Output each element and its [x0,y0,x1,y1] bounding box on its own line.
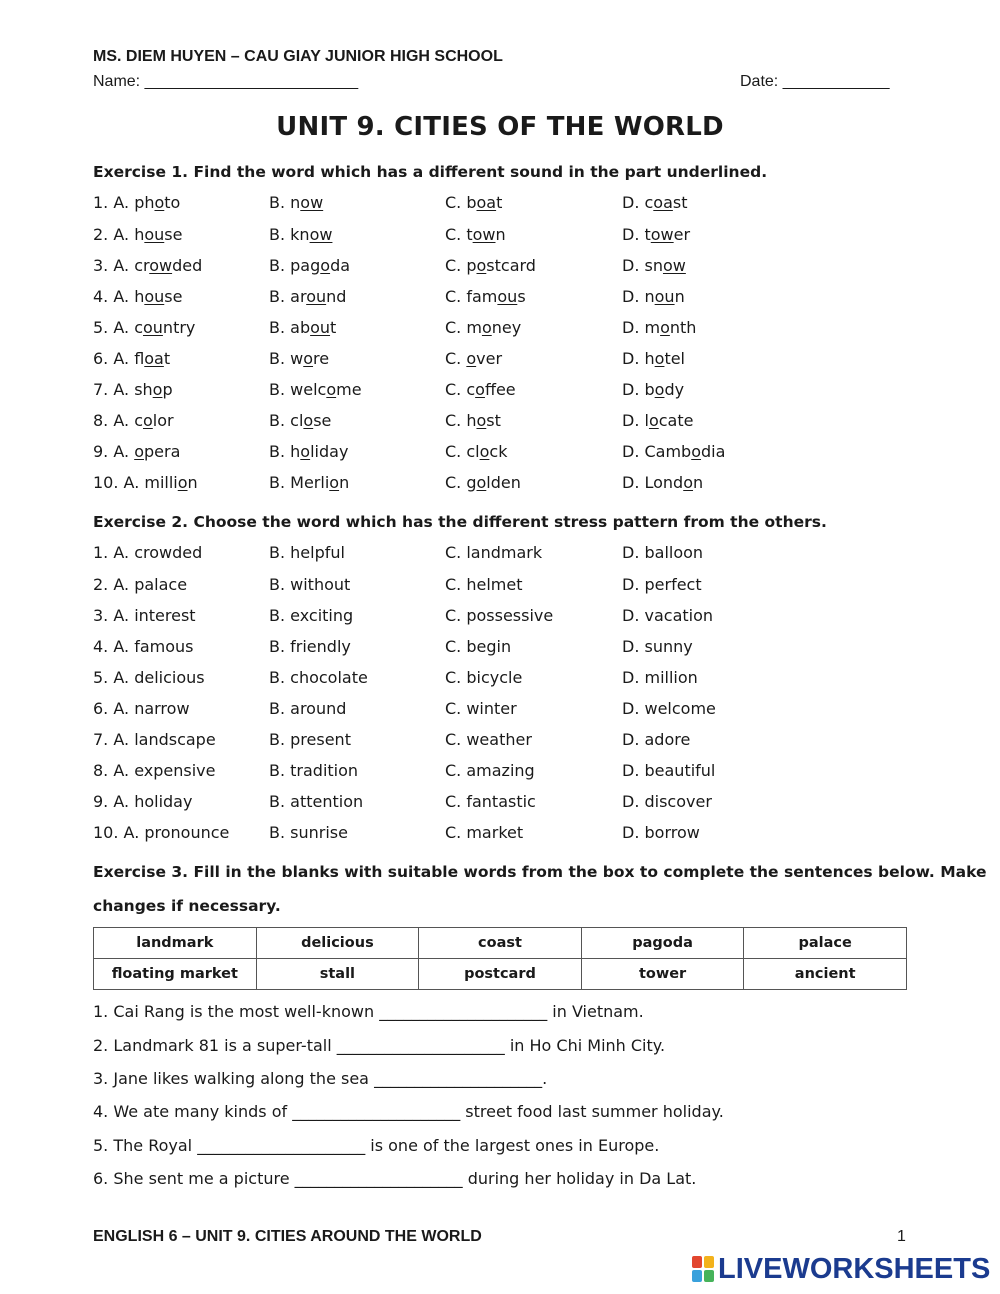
answer-option: C. boat [445,193,503,212]
underlined-sound: o [326,380,337,399]
answer-option: D. adore [622,730,691,749]
underlined-sound: o [303,411,314,430]
exercise-2-row [93,761,913,785]
date-field: Date: ____________ [740,73,890,90]
answer-option: C. helmet [445,575,523,594]
sentence-4: 4. We ate many kinds of _____________________ street food last summer holiday. [93,1102,724,1121]
answer-option: C. money [445,318,522,337]
underlined-sound: o [648,411,659,430]
exercise-1-row [93,318,913,342]
exercise-2-row [93,823,913,847]
answer-option: D. million [622,668,698,687]
underlined-sound: o [300,442,311,461]
underlined-sound: ou [310,318,331,337]
answer-option: D. snow [622,256,686,275]
answer-option: B. attention [269,792,364,811]
exercise-2-row [93,668,913,692]
word-box-cell: tower [581,959,744,990]
underlined-sound: oa [476,193,497,212]
exercise-1-row [93,380,913,404]
answer-option: C. possessive [445,606,554,625]
answer-option: D. London [622,473,704,492]
underlined-sound: o [177,473,188,492]
answer-option: 4. A. famous [93,637,194,656]
answer-option: C. bicycle [445,668,523,687]
underlined-sound: o [654,380,665,399]
underlined-sound: o [134,442,144,461]
answer-option: D. hotel [622,349,685,368]
underlined-sound: ow [650,225,674,244]
underlined-sound: ou [144,225,165,244]
answer-option: B. pagoda [269,256,351,275]
exercise-2-row [93,730,913,754]
exercise-2-row [93,606,913,630]
underlined-sound: oa [653,193,673,212]
answer-option: D. vacation [622,606,714,625]
answer-option: D. sunny [622,637,693,656]
underlined-sound: o [142,411,153,430]
exercise-2-row [93,543,913,567]
word-box-cell: ancient [744,959,907,990]
exercise-3-heading-line-2: changes if necessary. [93,897,281,915]
answer-option: B. about [269,318,337,337]
underlined-sound: o [303,349,314,368]
word-box-cell: stall [256,959,419,990]
answer-option: 7. A. landscape [93,730,216,749]
answer-option: D. month [622,318,697,337]
answer-option: 10. A. pronounce [93,823,230,842]
answer-option: B. close [269,411,332,430]
underlined-sound: oa [144,349,164,368]
underlined-sound: o [476,473,487,492]
answer-option: 5. A. delicious [93,668,205,687]
underlined-sound: ow [300,193,324,212]
underlined-sound: o [654,349,665,368]
answer-option: 6. A. float [93,349,171,368]
answer-option: 1. A. crowded [93,543,203,562]
answer-option: D. balloon [622,543,704,562]
exercise-2-heading: Exercise 2. Choose the word which has the different stress pattern from the others. [93,513,827,531]
sentence-2: 2. Landmark 81 is a super-tall _____________________ in Ho Chi Minh City. [93,1036,666,1055]
word-box-row [94,959,907,990]
answer-option: C. begin [445,637,512,656]
answer-option: B. exciting [269,606,354,625]
exercise-3-heading-line-1: Exercise 3. Fill in the blanks with suitable words from the box to complete the sentences below. Make [93,863,987,881]
answer-option: B. chocolate [269,668,368,687]
answer-option: 2. A. palace [93,575,188,594]
answer-option: 3. A. interest [93,606,196,625]
exercise-1-row [93,411,913,435]
answer-option: D. body [622,380,685,399]
answer-option: C. winter [445,699,517,718]
answer-option: 6. A. narrow [93,699,190,718]
answer-option: B. holiday [269,442,349,461]
page-number: 1 [897,1228,906,1245]
underlined-sound: o [481,318,492,337]
exercise-1-row [93,287,913,311]
answer-option: 8. A. expensive [93,761,216,780]
underlined-sound: o [466,349,477,368]
answer-option: D. perfect [622,575,702,594]
word-box-cell: pagoda [581,928,744,959]
exercise-2-row [93,699,913,723]
answer-option: B. sunrise [269,823,348,842]
answer-option: B. friendly [269,637,351,656]
word-box-cell: floating market [94,959,257,990]
answer-option: D. beautiful [622,761,716,780]
underlined-sound: o [475,380,485,399]
page-title: UNIT 9. CITIES OF THE WORLD [276,112,724,142]
answer-option: D. noun [622,287,685,306]
exercise-1-row [93,193,913,217]
underlined-sound: o [683,473,694,492]
answer-option: C. landmark [445,543,543,562]
underlined-sound: o [476,411,487,430]
exercise-1-row [93,225,913,249]
answer-option: B. now [269,193,324,212]
liveworksheets-logo[interactable] [692,1253,990,1285]
logo-tile [692,1256,702,1268]
exercise-2-row [93,575,913,599]
underlined-sound: o [320,256,331,275]
underlined-sound: ow [472,225,496,244]
sentence-1: 1. Cai Rang is the most well-known _____________________ in Vietnam. [93,1002,644,1021]
answer-option: C. over [445,349,503,368]
exercise-2-row [93,792,913,816]
underlined-sound: o [691,442,702,461]
underlined-sound: o [476,256,487,275]
answer-option: B. know [269,225,333,244]
answer-option: 9. A. holiday [93,792,193,811]
underlined-sound: ou [144,287,165,306]
answer-option: 8. A. color [93,411,174,430]
answer-option: 2. A. house [93,225,183,244]
underlined-sound: ou [306,287,327,306]
school-header: MS. DIEM HUYEN – CAU GIAY JUNIOR HIGH SCHOOL [93,48,503,65]
answer-option: B. tradition [269,761,359,780]
answer-option: 10. A. million [93,473,198,492]
word-box [93,927,907,990]
answer-option: B. without [269,575,351,594]
word-box-cell: delicious [256,928,419,959]
brand-text: LIVEWORKSHEETS [718,1252,991,1285]
exercise-1-heading: Exercise 1. Find the word which has a different sound in the part underlined. [93,163,768,181]
answer-option: D. welcome [622,699,716,718]
underlined-sound: ou [142,318,163,337]
answer-option: B. wore [269,349,330,368]
answer-option: C. coffee [445,380,516,399]
word-box-cell: palace [744,928,907,959]
answer-option: C. town [445,225,506,244]
answer-option: D. tower [622,225,691,244]
answer-option: C. postcard [445,256,536,275]
answer-option: B. around [269,287,347,306]
underlined-sound: o [660,318,670,337]
answer-option: B. helpful [269,543,345,562]
logo-tile [692,1270,702,1282]
answer-option: C. fantastic [445,792,536,811]
answer-option: B. welcome [269,380,362,399]
exercise-1-row [93,349,913,373]
underlined-sound: ow [662,256,686,275]
underlined-sound: o [154,193,165,212]
answer-option: C. golden [445,473,521,492]
exercise-1-row [93,256,913,280]
underlined-sound: ow [309,225,333,244]
answer-option: D. coast [622,193,688,212]
underlined-sound: ow [149,256,173,275]
answer-option: 9. A. opera [93,442,181,461]
logo-tile [704,1256,714,1268]
underlined-sound: ou [654,287,675,306]
answer-option: 3. A. crowded [93,256,203,275]
answer-option: C. host [445,411,501,430]
answer-option: D. borrow [622,823,700,842]
answer-option: 4. A. house [93,287,183,306]
answer-option: B. Merlion [269,473,350,492]
logo-tiles-icon [692,1256,714,1282]
word-box-cell: landmark [94,928,257,959]
answer-option: D. locate [622,411,694,430]
answer-option: C. weather [445,730,532,749]
exercise-1-row [93,473,913,497]
answer-option: C. clock [445,442,508,461]
underlined-sound: ou [497,287,518,306]
logo-tile [704,1270,714,1282]
sentence-6: 6. She sent me a picture _____________________ during her holiday in Da Lat. [93,1169,697,1188]
answer-option: B. around [269,699,347,718]
answer-option: 5. A. country [93,318,196,337]
name-field: Name: ________________________ [93,73,359,90]
answer-option: 7. A. shop [93,380,173,399]
answer-option: D. Cambodia [622,442,726,461]
sentence-5: 5. The Royal _____________________ is one of the largest ones in Europe. [93,1136,660,1155]
exercise-1-row [93,442,913,466]
underlined-sound: o [479,442,490,461]
answer-option: B. present [269,730,351,749]
footer-text: ENGLISH 6 – UNIT 9. CITIES AROUND THE WORLD [93,1228,482,1245]
exercise-2-row [93,637,913,661]
word-box-row [94,928,907,959]
sentence-3: 3. Jane likes walking along the sea _____________________. [93,1069,548,1088]
word-box-cell: coast [419,928,582,959]
answer-option: C. amazing [445,761,535,780]
answer-option: 1. A. photo [93,193,181,212]
answer-option: C. market [445,823,524,842]
answer-option: C. famous [445,287,526,306]
word-box-cell: postcard [419,959,582,990]
underlined-sound: o [329,473,340,492]
underlined-sound: o [152,380,163,399]
answer-option: D. discover [622,792,712,811]
